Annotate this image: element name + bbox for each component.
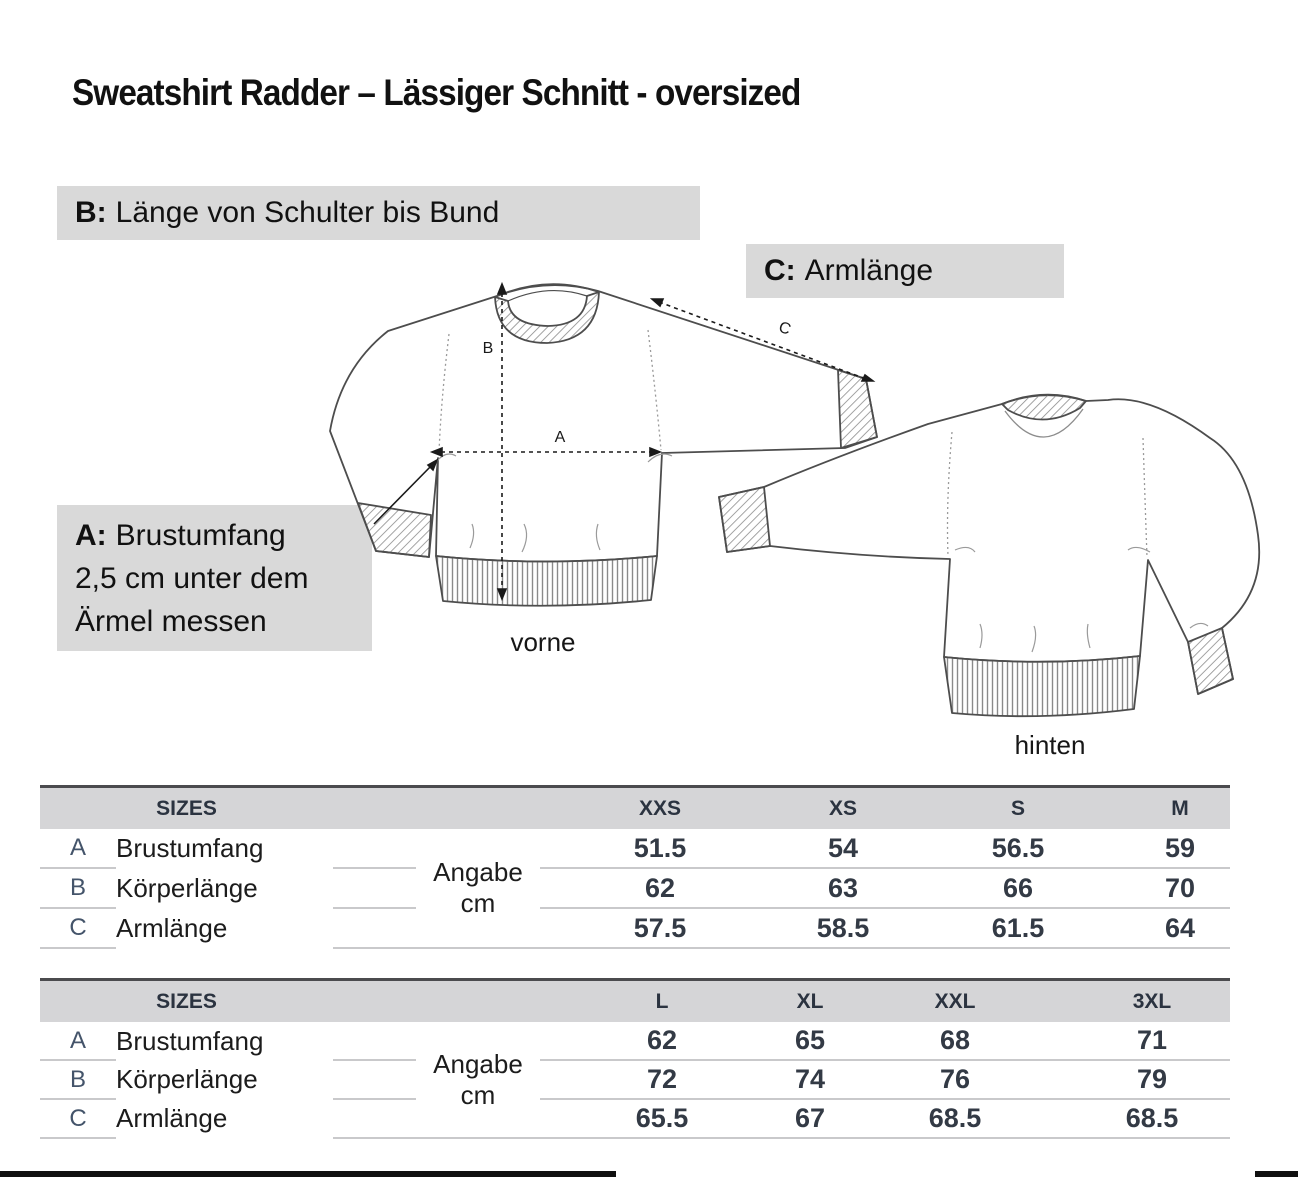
measure-name: Körperlänge xyxy=(116,872,258,903)
measure-label-a-line1: A: Brustumfang xyxy=(75,519,286,552)
spacer-cell xyxy=(333,829,416,868)
front-hem-ribbing xyxy=(436,556,657,606)
measure-label-b-prefix: B: xyxy=(75,196,107,229)
spacer-cell xyxy=(333,908,416,948)
table-row xyxy=(40,1099,1230,1138)
size-column-header: S xyxy=(906,787,1130,830)
measure-letter: B xyxy=(40,1060,116,1099)
table-row xyxy=(40,829,1230,868)
header-gap xyxy=(333,980,540,1023)
size-value: 62 xyxy=(540,1022,784,1060)
size-column-header: M xyxy=(1130,787,1230,830)
measure-label-a-line2: 2,5 cm unter dem xyxy=(75,562,309,595)
sweatshirt-front-drawing xyxy=(330,284,877,606)
unit-cell: Angabe cm xyxy=(416,829,540,948)
size-value: 56.5 xyxy=(906,829,1130,868)
measure-label-a-line3: Ärmel messen xyxy=(75,605,267,638)
size-value: 68.5 xyxy=(836,1099,1074,1138)
size-value: 61.5 xyxy=(906,908,1130,948)
table-row xyxy=(40,1060,1230,1099)
measure-letter: A xyxy=(40,829,116,868)
size-value: 70 xyxy=(1130,868,1230,908)
table2-header-row xyxy=(40,980,1230,1023)
size-value: 59 xyxy=(1130,829,1230,868)
size-column-header: L xyxy=(540,980,784,1023)
size-value: 76 xyxy=(836,1060,1074,1099)
measure-label-b-text: Länge von Schulter bis Bund xyxy=(115,196,500,229)
measure-name: Armlänge xyxy=(116,1103,228,1133)
measure-letter: C xyxy=(40,1099,116,1138)
size-value: 72 xyxy=(540,1060,784,1099)
table-row xyxy=(40,1022,1230,1060)
measure-name: Brustumfang xyxy=(116,1025,264,1056)
spacer-cell xyxy=(333,1060,416,1099)
measure-letter: C xyxy=(40,908,116,948)
size-column-header: 3XL xyxy=(1074,980,1230,1023)
measure-name: Körperlänge xyxy=(116,1064,258,1094)
size-value: 67 xyxy=(784,1099,836,1138)
arrow-label-c: C xyxy=(776,318,793,339)
measure-label-c-prefix: C: xyxy=(764,254,796,287)
size-value: 74 xyxy=(784,1060,836,1099)
size-table-xxs-m xyxy=(40,785,1230,949)
back-view-caption: hinten xyxy=(1014,730,1086,760)
front-view-caption: vorne xyxy=(510,627,576,657)
header-gap xyxy=(333,787,540,830)
page-title: Sweatshirt Radder – Lässiger Schnitt - oversized xyxy=(72,72,801,113)
size-value: 64 xyxy=(1130,908,1230,948)
measure-name: Brustumfang xyxy=(116,833,264,863)
sizes-header: SIZES xyxy=(40,787,333,830)
arrowhead-c-right xyxy=(862,375,873,381)
size-value: 58.5 xyxy=(780,908,906,948)
back-left-cuff xyxy=(719,487,770,552)
spacer-cell xyxy=(333,868,416,908)
size-column-header: XL xyxy=(784,980,836,1023)
sizes-header: SIZES xyxy=(40,980,333,1023)
table-row xyxy=(40,868,1230,908)
size-value: 66 xyxy=(906,868,1130,908)
table1-header-row xyxy=(40,787,1230,830)
size-value: 71 xyxy=(1074,1022,1230,1060)
spacer-cell xyxy=(333,1022,416,1060)
arrow-label-b: B xyxy=(482,340,494,357)
size-value: 79 xyxy=(1074,1060,1230,1099)
measure-letter: A xyxy=(40,1022,116,1060)
size-value: 62 xyxy=(540,868,780,908)
size-value: 57.5 xyxy=(540,908,780,948)
size-value: 68.5 xyxy=(1074,1099,1230,1138)
measure-name: Armlänge xyxy=(116,912,228,943)
size-column-header: XS xyxy=(780,787,906,830)
measure-letter: B xyxy=(40,868,116,908)
arrowhead-b-top xyxy=(498,284,506,294)
spacer-cell xyxy=(333,1099,416,1138)
size-column-header: XXS xyxy=(540,787,780,830)
back-hem-ribbing xyxy=(944,656,1140,716)
bottom-edge-bar-left xyxy=(0,1171,616,1177)
size-value: 68 xyxy=(836,1022,1074,1060)
size-table-l-3xl xyxy=(40,978,1230,1139)
size-value: 51.5 xyxy=(540,829,780,868)
size-value: 65.5 xyxy=(540,1099,784,1138)
arrow-label-a: A xyxy=(554,429,566,446)
size-value: 65 xyxy=(784,1022,836,1060)
size-value: 54 xyxy=(780,829,906,868)
measure-label-a-prefix: A: xyxy=(75,519,107,552)
arrowhead-c-left xyxy=(652,299,663,306)
table-row xyxy=(40,908,1230,948)
size-value: 63 xyxy=(780,868,906,908)
bottom-edge-bar-right xyxy=(1255,1171,1298,1177)
measure-label-c-text: Armlänge xyxy=(804,254,934,287)
size-column-header: XXL xyxy=(836,980,1074,1023)
unit-cell: Angabe cm xyxy=(416,1022,540,1138)
